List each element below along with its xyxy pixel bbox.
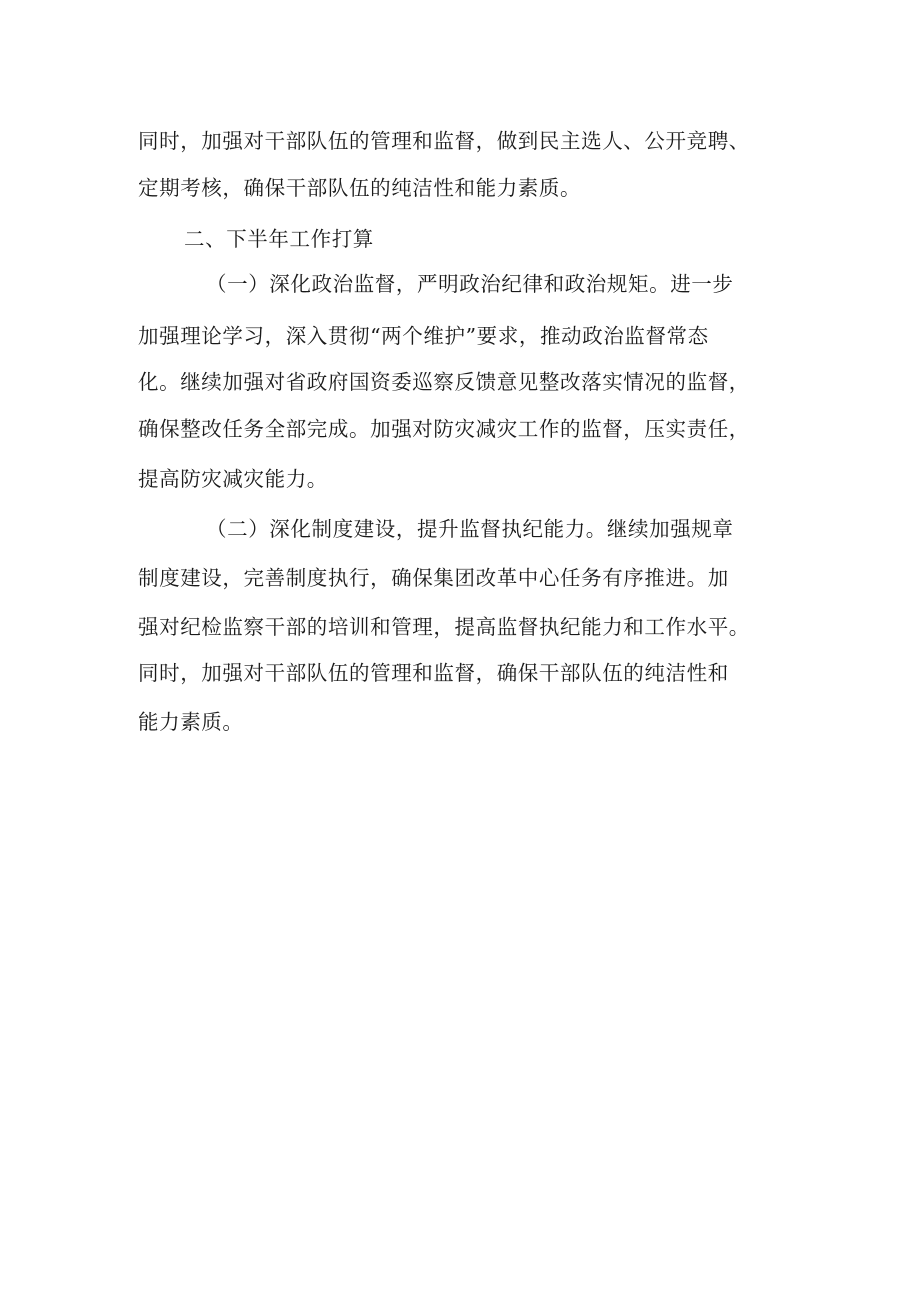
item-1-line-2: 加强理论学习，深入贯彻“两个维护”要求，推动政治监督常态 [138,324,709,348]
paragraph-continuation-line-1: 同时，加强对干部队伍的管理和监督，做到民主选人、公开竞聘、 [138,129,750,153]
item-2-line-4: 同时，加强对干部队伍的管理和监督，确保干部队伍的纯洁性和 [138,661,729,685]
item-2-line-2: 制度建设，完善制度执行，确保集团改革中心任务有序推进。加 [138,566,729,590]
item-1-heading-line: （一）深化政治监督，严明政治纪律和政治规矩。进一步 [206,272,734,296]
item-2-line-3: 强对纪检监察干部的培训和管理，提高监督执纪能力和工作水平。 [138,615,750,639]
paragraph-continuation-line-2: 定期考核，确保干部队伍的纯洁性和能力素质。 [138,176,582,200]
item-1-line-5: 提高防灾减灾能力。 [138,467,328,491]
section-heading: 二、下半年工作打算 [184,227,374,251]
item-1-line-3: 化。继续加强对省政府国资委巡察反馈意见整改落实情况的监督， [138,370,750,394]
item-1-line-4: 确保整改任务全部完成。加强对防灾减灾工作的监督，压实责任， [138,417,750,441]
item-2-line-5: 能力素质。 [138,710,244,734]
item-2-heading-line: （二）深化制度建设，提升监督执纪能力。继续加强规章 [206,517,734,541]
